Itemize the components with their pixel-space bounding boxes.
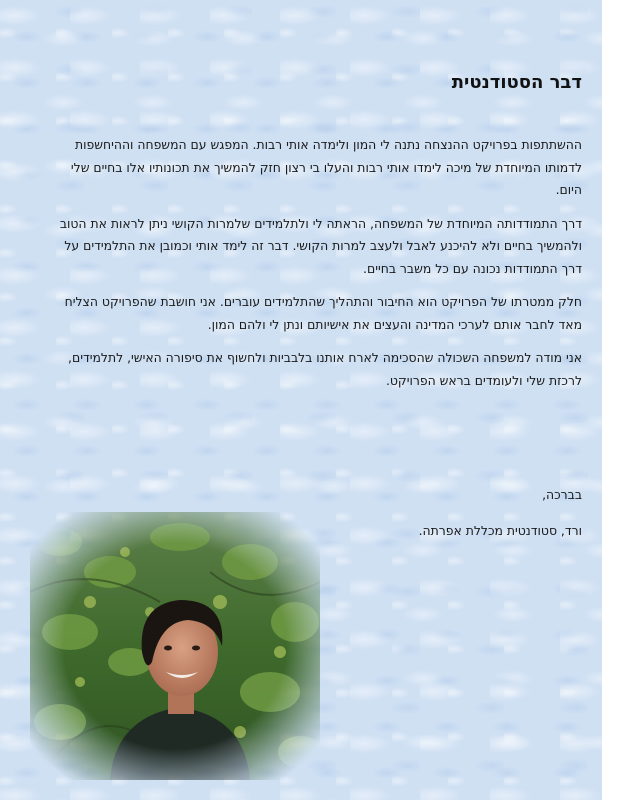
letter-body <box>42 134 582 403</box>
page-title: דבר הסטודנטית <box>451 72 582 93</box>
right-margin <box>602 0 619 800</box>
paragraph-2: דרך התמודדותה המיוחדת של המשפחה, הראתה לי ולתלמידים שלמרות הקושי ניתן לראות את הטוב ולהמשיך בחיים ולא להיכנע לאבל ולעצב למרות הקושי. דבר זה לימד אותי וכמובן את התלמידים על דרך התמודדות נכונה עם כל משבר בחיים. <box>59 215 582 276</box>
paragraph-3: חלק ממטרתו של הפרויקט הוא החיבור והתהליך שהתלמידים עוברים. אני חושבת שהפרויקט הצליח מאד לחבר אותם לערכי המדינה והעצים את אישיותם ונתן לי ולהם המון. <box>64 294 582 332</box>
paragraph-1: ההשתתפות בפרויקט ההנצחה נתנה לי המון ולימדה אותי רבות. המפגש עם המשפחה וההיחשפות לדמותו המיוחדת של מיכה לימדו אותי רבות והעלו בי רצון חזק להמשיך את תכונותיו אלו בחיים שלי היום. <box>70 137 582 197</box>
greeting: בברכה, <box>542 487 582 502</box>
signoff <box>419 484 582 556</box>
signature: ורד, סטודנטית מכללת אפרתה. <box>418 523 582 538</box>
paragraph-4: אני מודה למשפחה השכולה שהסכימה לארח אותנו בלבביות ולחשוף את סיפורה האישי, לתלמידים, לרכזת שלי ולעומדים בראש הפרויקט. <box>68 350 582 388</box>
student-photo <box>30 512 320 780</box>
